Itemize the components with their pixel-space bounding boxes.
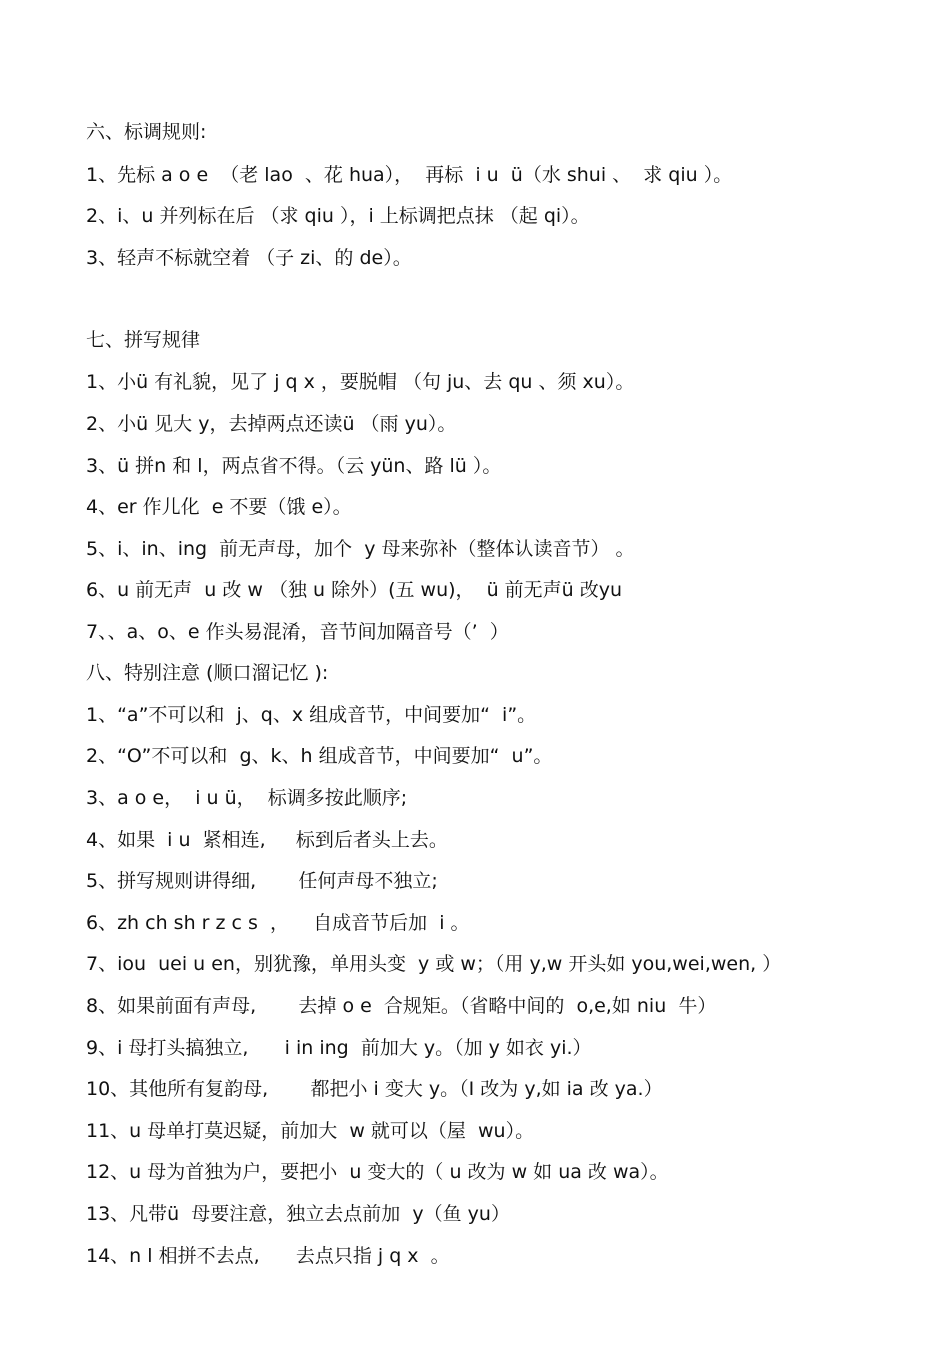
spelling-rule-line: 5、i、in、ing 前无声母，加个 y 母来弥补（整体认读音节） 。: [86, 538, 635, 560]
special-note-line: 8、如果前面有声母, 去掉 o e 合规矩。（省略中间的 o,e,如 niu 牛）: [86, 995, 717, 1017]
special-note-line: 11、u 母单打莫迟疑，前加大 w 就可以（屋 wu）。: [86, 1120, 535, 1142]
special-note-line: 9、i 母打头搞独立, i in ing 前加大 y。（加 y 如衣 yi.）: [86, 1037, 592, 1059]
section-heading-special-notes: 八、特别注意 (顺口溜记忆 ):: [86, 662, 329, 684]
special-note-line: 4、如果 i u 紧相连, 标到后者头上去。: [86, 829, 448, 851]
spelling-rule-line: 3、ü 拼n 和 l，两点省不得。（云 yün、路 lü ）。: [86, 455, 502, 477]
section-heading-tone-rules: 六、标调规则:: [86, 121, 207, 143]
spelling-rule-line: 2、小ü 见大 y，去掉两点还读ü （雨 yu）。: [86, 413, 457, 435]
special-note-line: 2、“O”不可以和 g、k、h 组成音节，中间要加“ u”。: [86, 745, 553, 767]
special-note-line: 12、u 母为首独为户，要把小 u 变大的（ u 改为 w 如 ua 改 wa）。: [86, 1161, 669, 1183]
spelling-rule-line: 4、er 作儿化 e 不要（饿 e）。: [86, 496, 352, 518]
special-note-line: 13、凡带ü 母要注意，独立去点前加 y（鱼 yu）: [86, 1203, 510, 1225]
tone-rule-line: 1、先标 a o e （老 lao 、花 hua）， 再标 i u ü（水 shui 、 求 qiu ）。: [86, 164, 733, 186]
tone-rule-line: 2、i、u 并列标在后 （求 qiu ），i 上标调把点抹 （起 qi）。: [86, 205, 590, 227]
tone-rule-line: 3、轻声不标就空着 （子 zi、的 de）。: [86, 247, 412, 269]
spelling-rule-line: 6、u 前无声 u 改 w （独 u 除外）(五 wu)， ü 前无声ü 改yu: [86, 579, 623, 601]
section-heading-spelling-rules: 七、拼写规律: [86, 329, 201, 351]
special-note-line: 10、其他所有复韵母, 都把小 i 变大 y。（I 改为 y,如 ia 改 ya.）: [86, 1078, 663, 1100]
special-note-line: 5、拼写规则讲得细, 任何声母不独立;: [86, 870, 438, 892]
spelling-rule-line: 7、、a、o、e 作头易混淆，音节间加隔音号（’ ）: [86, 621, 509, 643]
special-note-line: 1、“a”不可以和 j、q、x 组成音节，中间要加“ i”。: [86, 704, 537, 726]
special-note-line: 14、n l 相拼不去点, 去点只指 j q x 。: [86, 1245, 450, 1267]
special-note-line: 6、zh ch sh r z c s ， 自成音节后加 i 。: [86, 912, 470, 934]
special-note-line: 3、a o e， i u ü， 标调多按此顺序;: [86, 787, 408, 809]
special-note-line: 7、iou uei u en，别犹豫，单用头变 y 或 w；（用 y,w 开头如 you,wei,wen, ）: [86, 953, 782, 975]
spelling-rule-line: 1、小ü 有礼貌，见了 j q x ，要脱帽 （句 ju、去 qu 、须 xu）。: [86, 371, 635, 393]
